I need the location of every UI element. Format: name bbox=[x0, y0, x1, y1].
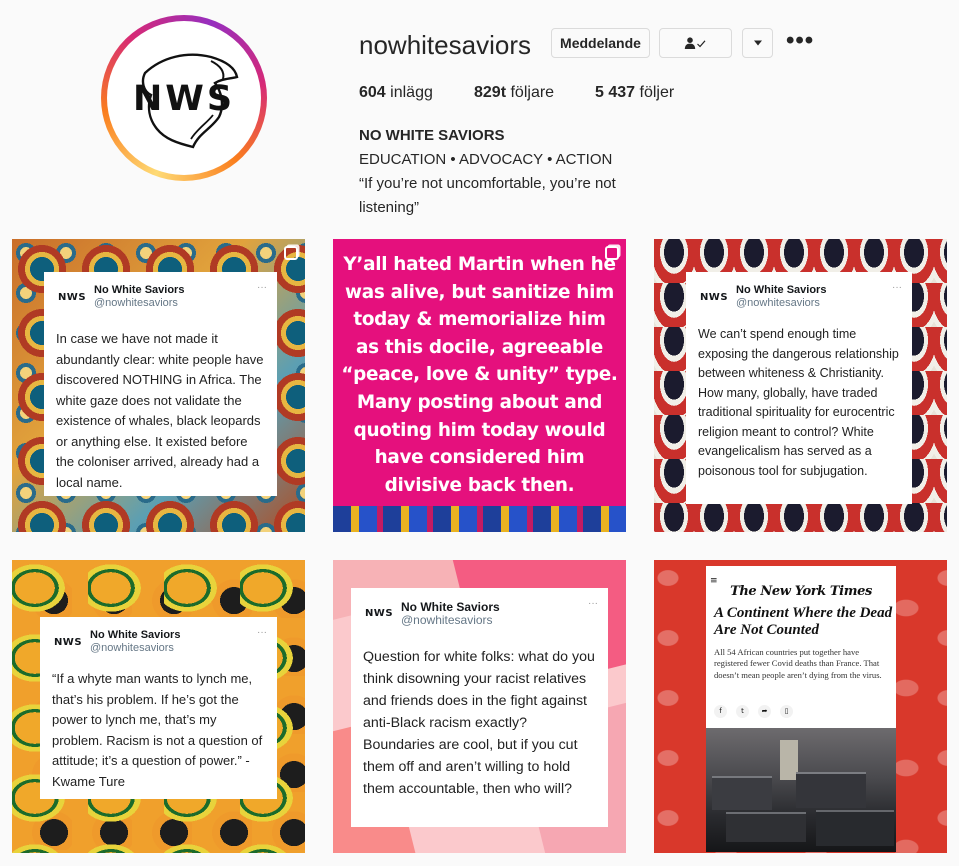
posts-count-label: inlägg bbox=[390, 84, 433, 101]
more-options-button[interactable]: ••• bbox=[786, 27, 815, 54]
news-article-card bbox=[706, 566, 896, 852]
tweet-card bbox=[44, 272, 277, 496]
tweet-account-name: No White Saviors bbox=[94, 284, 185, 296]
following-button[interactable] bbox=[659, 28, 732, 58]
post-tile[interactable] bbox=[12, 239, 305, 532]
article-summary: All 54 African countries put together have registered fewer Covid deaths than France. That doesn’t mean people aren’t dying from the virus. bbox=[714, 647, 882, 680]
tweet-account-name: No White Saviors bbox=[736, 284, 827, 296]
person-check-icon bbox=[684, 37, 708, 49]
photo-coffin bbox=[712, 776, 772, 810]
bookmark-icon: ▯ bbox=[780, 705, 793, 718]
tweet-header bbox=[363, 598, 620, 632]
post-tile[interactable] bbox=[333, 560, 626, 853]
tweet-header bbox=[52, 627, 289, 661]
newspaper-masthead: The New York Times bbox=[730, 584, 872, 599]
tweet-text: We can’t spend enough time exposing the dangerous relationship between whiteness & Christianity. How many, globally, have traded traditional spirituality for eurocentric religion meant to control? White evangelicalism has served as a poisonous tool for subjugation. bbox=[698, 327, 899, 478]
tweet-text: Question for white folks: what do you think disowning your racist relatives and friends does in the fight against anti-Black racism exactly? Boundaries are cool, but if you cut them off and aren’t willing to hold them accountable, then who will? bbox=[363, 649, 595, 797]
posts-count-value: 604 bbox=[359, 84, 386, 101]
photo-coffin bbox=[796, 772, 866, 808]
avatar[interactable] bbox=[107, 21, 261, 175]
tweet-handle: @nowhitesaviors bbox=[90, 642, 174, 654]
tweet-text: “If a whyte man wants to lynch me, that’s his problem. If he’s got the power to lynch me, that’s my problem. Racism is not a question of attitude; it’s a question of power.” - Kwame Ture bbox=[52, 671, 263, 789]
post-tile[interactable] bbox=[333, 239, 626, 532]
article-photo bbox=[706, 728, 896, 852]
tweet-text: In case we have not made it abundantly clear: white people have discovered NOTHING in Africa. The white gaze does not validate the existence of whales, black leopards or anything else. It existed before the coloniser arrived, already had a local name. bbox=[56, 331, 264, 490]
article-headline: A Continent Where the Dead Are Not Counted bbox=[714, 605, 893, 638]
tweet-card bbox=[351, 588, 608, 827]
followers-count-label: följare bbox=[510, 84, 555, 101]
carousel-icon bbox=[284, 246, 298, 260]
tweet-card bbox=[40, 617, 277, 799]
suggestions-dropdown-button[interactable] bbox=[742, 28, 773, 58]
followers-count[interactable] bbox=[474, 84, 554, 102]
tweet-header bbox=[698, 282, 924, 316]
nws-logo-icon: NWS bbox=[53, 637, 83, 648]
tweet-account-name: No White Saviors bbox=[90, 629, 181, 641]
tweet-handle: @nowhitesaviors bbox=[736, 297, 820, 309]
nws-logo-icon: NWS bbox=[699, 292, 729, 303]
tweet-card bbox=[686, 272, 912, 504]
avatar-logo-text: NWS bbox=[132, 79, 236, 119]
post-tile[interactable] bbox=[654, 560, 947, 853]
following-count[interactable] bbox=[595, 84, 674, 102]
bio-tagline: EDUCATION • ADVOCACY • ACTION bbox=[359, 151, 613, 168]
followers-count-value: 829t bbox=[474, 84, 507, 101]
tweet-more-icon: ··· bbox=[892, 282, 902, 293]
posts-count bbox=[359, 84, 433, 102]
hamburger-menu-icon: ≡ bbox=[710, 576, 718, 586]
following-count-value: 5 437 bbox=[595, 84, 636, 101]
bio-full-name: NO WHITE SAVIORS bbox=[359, 127, 505, 144]
facebook-icon: f bbox=[714, 705, 727, 718]
caret-down-icon bbox=[753, 40, 763, 46]
tweet-handle: @nowhitesaviors bbox=[401, 613, 493, 627]
fabric-strip bbox=[333, 506, 626, 532]
nws-logo-icon: NWS bbox=[364, 608, 394, 619]
twitter-icon: t bbox=[736, 705, 749, 718]
tweet-header bbox=[56, 282, 289, 316]
tweet-account-name: No White Saviors bbox=[401, 600, 500, 614]
share-icon: ➦ bbox=[758, 705, 771, 718]
share-bar bbox=[714, 705, 793, 718]
post-tile[interactable] bbox=[654, 239, 947, 532]
nws-logo-icon: NWS bbox=[57, 292, 87, 303]
tweet-more-icon: ··· bbox=[257, 282, 267, 293]
profile-avatar-ring[interactable] bbox=[101, 15, 267, 181]
photo-coffin bbox=[726, 812, 806, 842]
tweet-more-icon: ··· bbox=[257, 627, 267, 638]
photo-coffin bbox=[816, 810, 894, 846]
tweet-more-icon: ··· bbox=[588, 598, 598, 609]
post-quote-text: Y’all hated Martin when he was alive, but sanitize him today & memorialize him as this docile, agreeable “peace, love & unity” type. Many posting about and quoting him today would have considered him divisive back then. bbox=[341, 254, 618, 496]
profile-username: nowhitesaviors bbox=[359, 30, 531, 60]
tweet-handle: @nowhitesaviors bbox=[94, 297, 178, 309]
bio-quote: “If you’re not uncomfortable, you’re not listening” bbox=[359, 175, 616, 216]
message-button[interactable]: Meddelande bbox=[551, 28, 650, 58]
following-count-label: följer bbox=[639, 84, 675, 101]
post-tile[interactable] bbox=[12, 560, 305, 853]
